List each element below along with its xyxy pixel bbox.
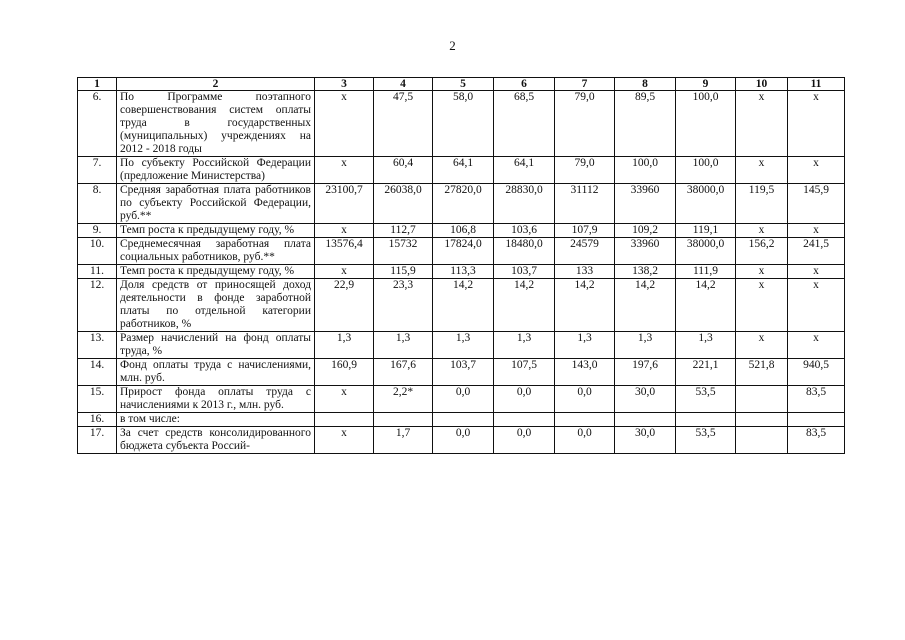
table-cell: 160,9 — [315, 359, 374, 386]
table-cell: 111,9 — [676, 265, 736, 279]
table-cell: 103,7 — [433, 359, 494, 386]
table-row — [78, 427, 845, 454]
table-cell: 14,2 — [494, 279, 555, 332]
table-cell: 23100,7 — [315, 184, 374, 224]
table-cell: 107,9 — [555, 224, 615, 238]
column-header: 5 — [433, 78, 494, 91]
table-cell: 119,5 — [736, 184, 788, 224]
table-cell: 64,1 — [494, 157, 555, 184]
table-cell: 106,8 — [433, 224, 494, 238]
table-cell: 197,6 — [615, 359, 676, 386]
table-cell: 2,2* — [374, 386, 433, 413]
table-row — [78, 279, 845, 332]
table-row — [78, 238, 845, 265]
table-cell: 221,1 — [676, 359, 736, 386]
table-cell: 0,0 — [494, 386, 555, 413]
row-description: По субъекту Российской Федерации (предложение Министерства) — [117, 157, 315, 184]
row-number: 16. — [78, 413, 117, 427]
table-row — [78, 386, 845, 413]
row-number: 13. — [78, 332, 117, 359]
table-cell: 60,4 — [374, 157, 433, 184]
table-cell — [615, 413, 676, 427]
column-header: 3 — [315, 78, 374, 91]
table-cell: 68,5 — [494, 91, 555, 157]
table-cell: х — [788, 332, 845, 359]
table-cell: 53,5 — [676, 427, 736, 454]
table-cell: х — [788, 91, 845, 157]
table-cell: 47,5 — [374, 91, 433, 157]
table-cell — [315, 413, 374, 427]
column-header: 1 — [78, 78, 117, 91]
table-cell: 1,3 — [555, 332, 615, 359]
table-cell — [788, 413, 845, 427]
table-cell: 18480,0 — [494, 238, 555, 265]
table-cell: 13576,4 — [315, 238, 374, 265]
table-cell: х — [736, 279, 788, 332]
table-cell: 1,3 — [433, 332, 494, 359]
row-description: По Программе поэтапного совершенствования систем оплаты труда в государственных (муниципальных) учреждениях на 2012 - 2018 годы — [117, 91, 315, 157]
table-cell: 138,2 — [615, 265, 676, 279]
table-row — [78, 265, 845, 279]
table-cell: 14,2 — [676, 279, 736, 332]
table-cell: 79,0 — [555, 91, 615, 157]
table-cell: 1,7 — [374, 427, 433, 454]
column-header: 7 — [555, 78, 615, 91]
table-cell: 0,0 — [433, 386, 494, 413]
row-description: За счет средств консолидированного бюджета субъекта Россий- — [117, 427, 315, 454]
column-header: 11 — [788, 78, 845, 91]
table-cell: 14,2 — [615, 279, 676, 332]
table-cell: х — [736, 157, 788, 184]
table-cell: х — [315, 91, 374, 157]
table-cell: 0,0 — [494, 427, 555, 454]
row-description: в том числе: — [117, 413, 315, 427]
table-cell: 64,1 — [433, 157, 494, 184]
table-cell: 33960 — [615, 184, 676, 224]
table-cell — [736, 413, 788, 427]
row-number: 8. — [78, 184, 117, 224]
table-cell: х — [315, 157, 374, 184]
table-cell: х — [736, 224, 788, 238]
table-cell: 100,0 — [615, 157, 676, 184]
table-cell: 145,9 — [788, 184, 845, 224]
table-cell: 38000,0 — [676, 238, 736, 265]
table-cell: 0,0 — [555, 427, 615, 454]
table-cell: 14,2 — [555, 279, 615, 332]
table-cell: 17824,0 — [433, 238, 494, 265]
table-cell: 143,0 — [555, 359, 615, 386]
row-number: 17. — [78, 427, 117, 454]
table-cell: 1,3 — [374, 332, 433, 359]
table-cell: х — [315, 427, 374, 454]
table-row — [78, 91, 845, 157]
table-cell: 1,3 — [676, 332, 736, 359]
row-description: Доля средств от приносящей доход деятельности в фонде заработной платы по отдельной категории работников, % — [117, 279, 315, 332]
row-description: Фонд оплаты труда с начислениями, млн. руб. — [117, 359, 315, 386]
table-header-row — [78, 78, 845, 91]
table-cell: 241,5 — [788, 238, 845, 265]
page-number: 2 — [449, 38, 456, 53]
table-cell: 1,3 — [615, 332, 676, 359]
table-cell: х — [315, 265, 374, 279]
table-cell: 27820,0 — [433, 184, 494, 224]
table-cell: 58,0 — [433, 91, 494, 157]
row-number: 6. — [78, 91, 117, 157]
row-number: 12. — [78, 279, 117, 332]
table-cell: 167,6 — [374, 359, 433, 386]
table-row — [78, 184, 845, 224]
table-cell: 100,0 — [676, 157, 736, 184]
table-cell: х — [315, 224, 374, 238]
column-header: 10 — [736, 78, 788, 91]
table-cell: х — [788, 224, 845, 238]
table-cell — [494, 413, 555, 427]
table-cell — [374, 413, 433, 427]
table-cell: 156,2 — [736, 238, 788, 265]
table-cell: 31112 — [555, 184, 615, 224]
table-cell: 133 — [555, 265, 615, 279]
table-cell: 0,0 — [433, 427, 494, 454]
row-description: Темп роста к предыдущему году, % — [117, 224, 315, 238]
table-cell: 1,3 — [494, 332, 555, 359]
table-cell: 83,5 — [788, 386, 845, 413]
table-cell: 100,0 — [676, 91, 736, 157]
table-cell: 38000,0 — [676, 184, 736, 224]
row-description: Среднемесячная заработная плата социальных работников, руб.** — [117, 238, 315, 265]
row-description: Прирост фонда оплаты труда с начислениями к 2013 г., млн. руб. — [117, 386, 315, 413]
table-cell: х — [788, 265, 845, 279]
column-header: 4 — [374, 78, 433, 91]
column-header: 6 — [494, 78, 555, 91]
table-cell: 28830,0 — [494, 184, 555, 224]
row-description: Темп роста к предыдущему году, % — [117, 265, 315, 279]
table-cell: 115,9 — [374, 265, 433, 279]
row-number: 10. — [78, 238, 117, 265]
table-cell: 521,8 — [736, 359, 788, 386]
row-description: Размер начислений на фонд оплаты труда, % — [117, 332, 315, 359]
table-cell — [676, 413, 736, 427]
table-cell: 14,2 — [433, 279, 494, 332]
row-number: 15. — [78, 386, 117, 413]
table-cell — [736, 386, 788, 413]
table-cell: х — [736, 332, 788, 359]
table-cell: 119,1 — [676, 224, 736, 238]
table-cell: 24579 — [555, 238, 615, 265]
table-cell: 22,9 — [315, 279, 374, 332]
table-cell: х — [788, 157, 845, 184]
table-cell: 15732 — [374, 238, 433, 265]
table-row — [78, 332, 845, 359]
table-cell: х — [315, 386, 374, 413]
table-cell: 30,0 — [615, 386, 676, 413]
table-row — [78, 359, 845, 386]
table-cell: 89,5 — [615, 91, 676, 157]
row-number: 7. — [78, 157, 117, 184]
table-cell — [736, 427, 788, 454]
column-header: 9 — [676, 78, 736, 91]
table-cell: 103,6 — [494, 224, 555, 238]
table-cell: 33960 — [615, 238, 676, 265]
column-header: 8 — [615, 78, 676, 91]
table-cell: х — [736, 265, 788, 279]
table-cell — [555, 413, 615, 427]
data-table — [77, 77, 845, 454]
table-cell: х — [788, 279, 845, 332]
column-header: 2 — [117, 78, 315, 91]
table-row — [78, 413, 845, 427]
table-cell: 107,5 — [494, 359, 555, 386]
table-row — [78, 224, 845, 238]
table-cell: 1,3 — [315, 332, 374, 359]
table-cell: 26038,0 — [374, 184, 433, 224]
table-cell: 79,0 — [555, 157, 615, 184]
table-cell: 53,5 — [676, 386, 736, 413]
table-cell: 113,3 — [433, 265, 494, 279]
row-description: Средняя заработная плата работников по субъекту Российской Федерации, руб.** — [117, 184, 315, 224]
row-number: 14. — [78, 359, 117, 386]
table-cell: 940,5 — [788, 359, 845, 386]
row-number: 11. — [78, 265, 117, 279]
table-cell: 112,7 — [374, 224, 433, 238]
table-cell: 0,0 — [555, 386, 615, 413]
table-cell: 83,5 — [788, 427, 845, 454]
table-cell: 30,0 — [615, 427, 676, 454]
table-cell: 23,3 — [374, 279, 433, 332]
table-row — [78, 157, 845, 184]
table-cell: 103,7 — [494, 265, 555, 279]
table-cell — [433, 413, 494, 427]
table-cell: х — [736, 91, 788, 157]
row-number: 9. — [78, 224, 117, 238]
table-cell: 109,2 — [615, 224, 676, 238]
